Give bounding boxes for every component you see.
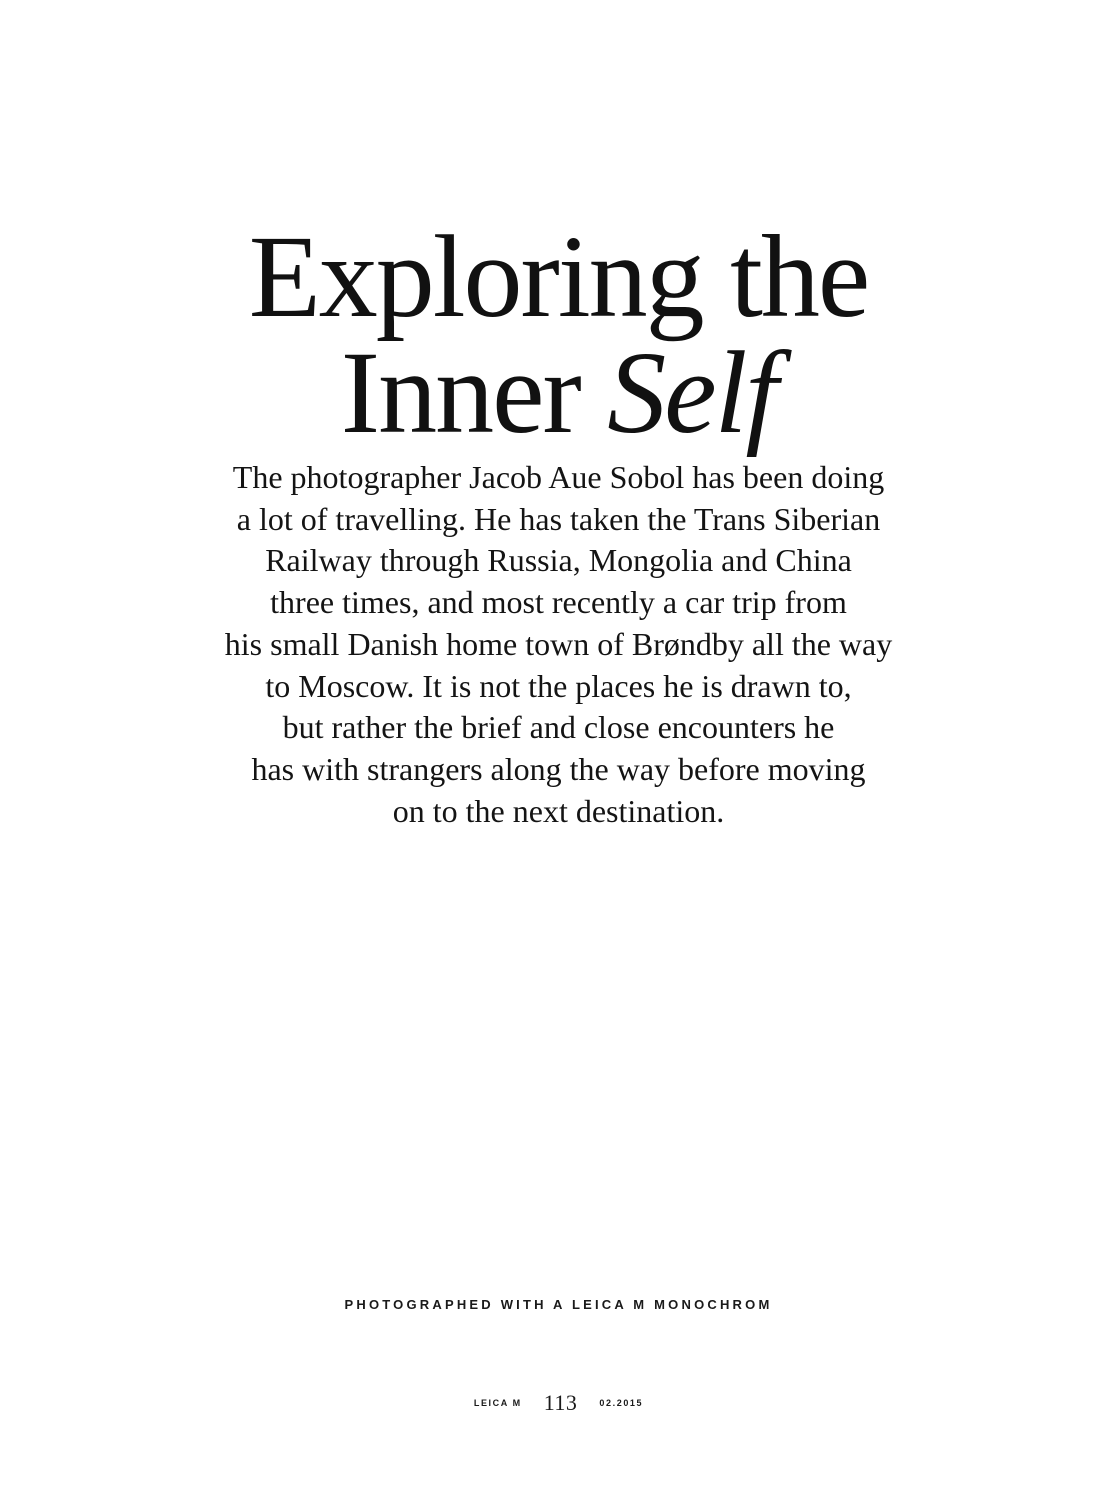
intro-line: but rather the brief and close encounters he: [282, 709, 835, 746]
headline-line-2: [0, 327, 1117, 459]
page-footer: [0, 1390, 1117, 1416]
intro-line: his small Danish home town of Brøndby all the way: [224, 625, 893, 662]
intro-line: Railway through Russia, Mongolia and China: [265, 542, 852, 579]
article-headline: [0, 211, 1117, 459]
intro-line: has with strangers along the way before moving: [251, 750, 866, 787]
intro-line: a lot of travelling. He has taken the Trans Siberian: [236, 500, 881, 537]
intro-line: on to the next destination.: [392, 792, 725, 829]
photo-credit: PHOTOGRAPHED WITH A LEICA M MONOCHROM: [344, 1297, 773, 1312]
magazine-name: LEICA M: [473, 1398, 522, 1408]
headline-word-inner: Inner: [340, 327, 580, 459]
intro-line: to Moscow. It is not the places he is drawn to,: [265, 667, 852, 704]
headline-word-self: Self: [607, 327, 777, 459]
intro-line: The photographer Jacob Aue Sobol has been doing: [232, 459, 885, 495]
intro-line: three times, and most recently a car trip from: [270, 584, 847, 621]
page-number: 113: [543, 1390, 578, 1415]
issue-date: 02.2015: [599, 1398, 644, 1408]
headline-line-1: Exploring the: [248, 211, 869, 343]
intro-paragraph: [170, 457, 947, 832]
